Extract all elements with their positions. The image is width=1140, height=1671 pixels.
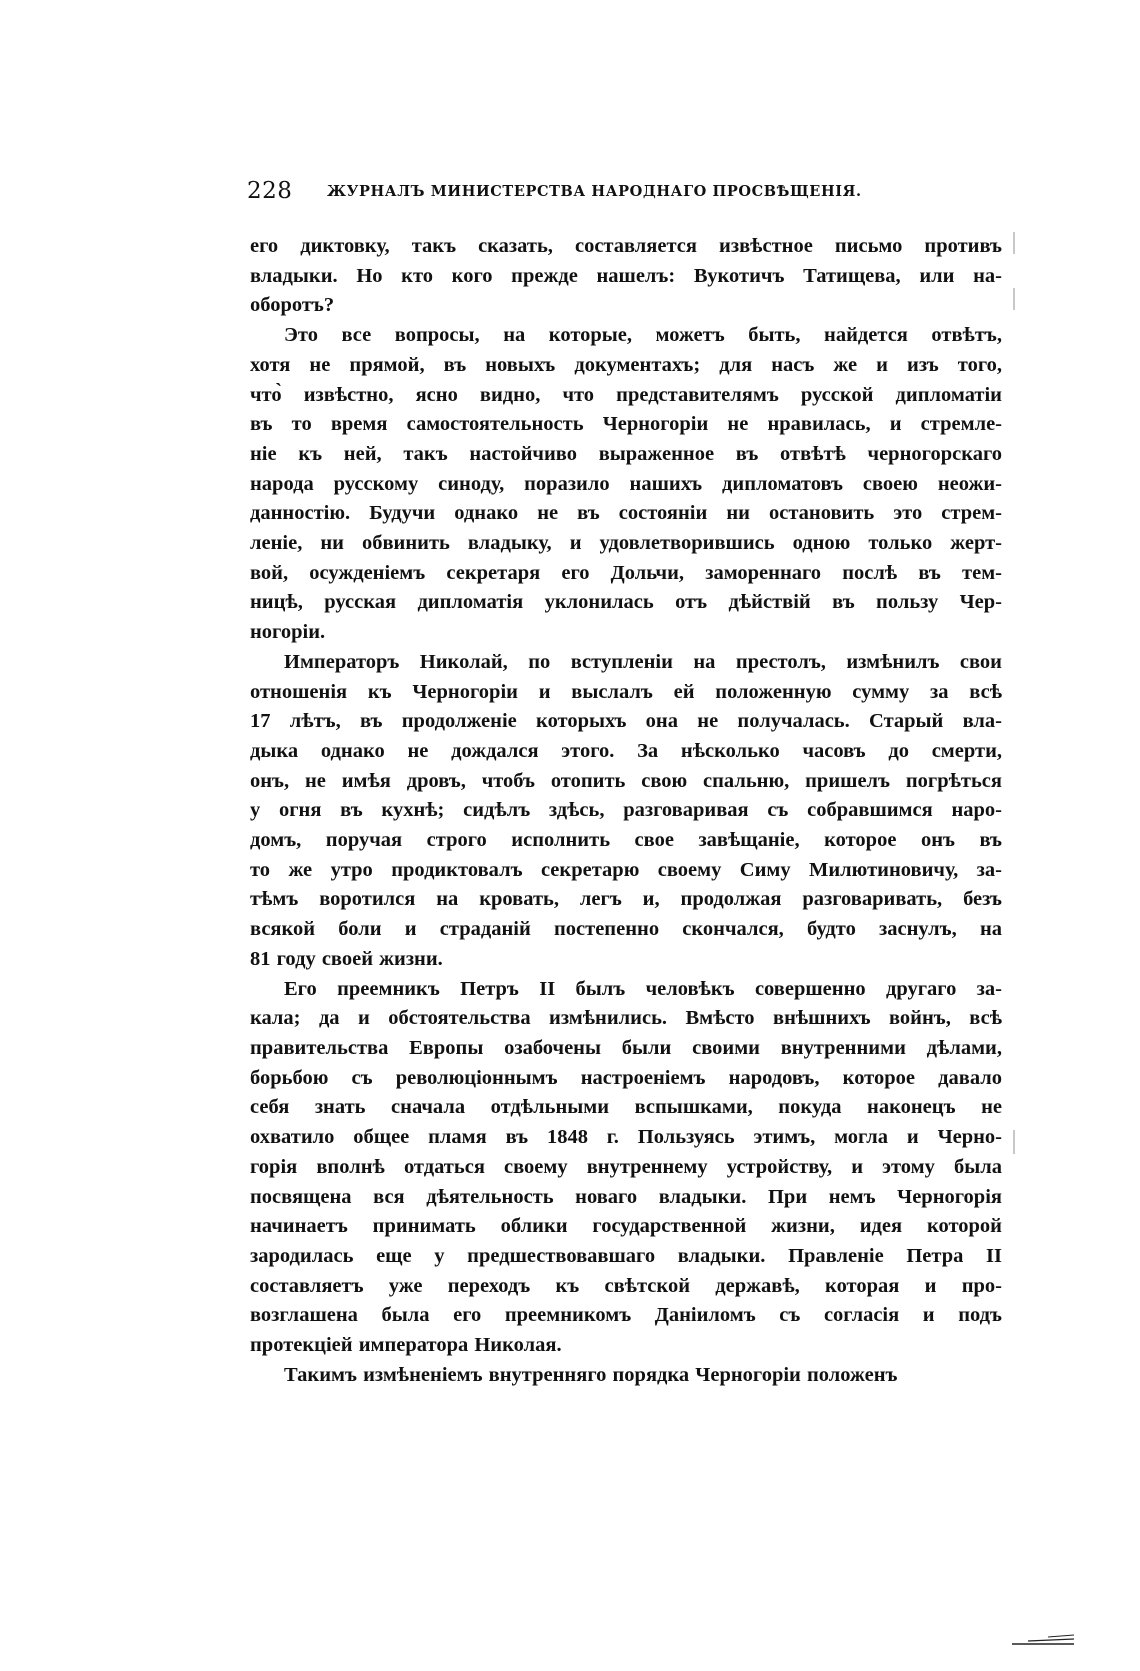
text-line: ногоріи. xyxy=(250,621,326,644)
text-line: дыка однако не дождался этого. За нѣсколько часовъ до смерти, xyxy=(250,739,1002,762)
scan-margin-mark xyxy=(1013,232,1015,254)
scan-margin-mark xyxy=(1013,288,1015,310)
text-line: хотя не прямой, въ новыхъ документахъ; для насъ же и изъ того, xyxy=(250,353,1002,376)
text-line: 17 лѣтъ, въ продолженіе которыхъ она не получалась. Старый вла- xyxy=(250,710,1002,733)
text-line: возглашена была его преемникомъ Даніиломъ съ согласія и подъ xyxy=(250,1304,1002,1327)
text-line: протекціей императора Николая. xyxy=(250,1334,562,1357)
text-line: отношенія къ Черногоріи и выслалъ ей положенную сумму за всѣ xyxy=(250,680,1002,703)
text-line: онъ, не имѣя дровъ, чтобъ отопить свою спальню, пришелъ погрѣться xyxy=(250,769,1002,792)
text-line: Это все вопросы, на которые, можетъ быть, найдется отвѣтъ, xyxy=(284,324,1002,347)
paragraph xyxy=(250,1361,1002,1391)
text-line: начинаетъ принимать облики государственной жизни, идея которой xyxy=(250,1215,1002,1238)
scan-margin-mark xyxy=(1013,1130,1015,1154)
text-line: охватило общее пламя въ 1848 г. Пользуясь этимъ, могла и Черно- xyxy=(250,1126,1002,1149)
text-line: вой, осужденіемъ секретаря его Дольчи, замореннаго послѣ въ тем- xyxy=(250,561,1002,584)
text-line: Такимъ измѣненіемъ внутренняго порядка Черногоріи положенъ xyxy=(284,1363,898,1386)
text-line: тѣмъ воротился на кровать, легъ и, продолжая разговаривать, безъ xyxy=(250,888,1002,911)
text-line: Его преемникъ Петръ II былъ человѣкъ совершенно другаго за- xyxy=(284,977,1002,1000)
text-line: борьбою съ революціоннымъ настроеніемъ народовъ, которое давало xyxy=(250,1066,1002,1089)
page-header xyxy=(247,178,1007,208)
running-title: ЖУРНАЛЪ МИНИСТЕРСТВА НАРОДНАГО ПРОСВѢЩЕНІЯ. xyxy=(327,183,862,200)
text-line: правительства Европы озабочены были своими внутренними дѣлами, xyxy=(250,1036,1002,1059)
text-line: его диктовку, такъ сказать, составляется извѣстное письмо противъ xyxy=(250,235,1002,257)
paragraph xyxy=(250,321,1002,648)
text-line: владыки. Но кто кого прежде нашелъ: Вукотичъ Татищева, или на- xyxy=(250,264,1002,287)
text-line: кала; да и обстоятельства измѣнились. Вмѣсто внѣшнихъ войнъ, всѣ xyxy=(250,1007,1002,1030)
paragraph xyxy=(250,648,1002,975)
text-line: оборотъ? xyxy=(250,294,335,317)
text-line: Императоръ Николай, по вступленіи на престолъ, измѣнилъ свои xyxy=(284,650,1002,673)
text-line: что̀ извѣстно, ясно видно, что представителямъ русской дипломатіи xyxy=(250,383,1002,406)
text-line: ницѣ, русская дипломатія уклонилась отъ дѣйствій въ пользу Чер- xyxy=(250,591,1002,614)
text-line: себя знать сначала отдѣльными вспышками, покуда наконецъ не xyxy=(250,1096,1002,1119)
paragraph xyxy=(250,975,1002,1361)
text-line: посвящена вся дѣятельность новаго владыки. При немъ Черногорія xyxy=(250,1185,1002,1208)
body-text xyxy=(250,232,1002,1390)
text-line: 81 году своей жизни. xyxy=(250,947,443,970)
text-line: то же утро продиктовалъ секретарю своему Симу Милютиновичу, за- xyxy=(250,858,1002,881)
text-line: зародилась еще у предшествовавшаго владыки. Правленіе Петра II xyxy=(250,1244,1002,1267)
text-line: всякой боли и страданій постепенно скончался, будто заснулъ, на xyxy=(250,918,1002,941)
text-line: у огня въ кухнѣ; сидѣлъ здѣсь, разговаривая съ собравшимся наро- xyxy=(250,799,1002,822)
text-line: составляетъ уже переходъ къ свѣтской державѣ, которая и про- xyxy=(250,1274,1002,1297)
scan-corner-mark xyxy=(1010,1633,1076,1647)
text-line: данностію. Будучи однако не въ состояніи ни остановить это стрем- xyxy=(250,502,1002,525)
text-line: домъ, поручая строго исполнить свое завѣщаніе, которое онъ въ xyxy=(250,829,1002,852)
text-line: горія вполнѣ отдаться своему внутреннему устройству, и этому была xyxy=(250,1155,1002,1178)
page-number: 228 xyxy=(247,178,293,204)
text-line: леніе, ни обвинить владыку, и удовлетворившись одною только жерт- xyxy=(250,532,1002,555)
text-line: ніе къ ней, такъ настойчиво выраженное въ отвѣтѣ черногорскаго xyxy=(250,442,1002,465)
text-line: въ то время самостоятельность Черногоріи не нравилась, и стремле- xyxy=(250,413,1002,436)
paragraph xyxy=(250,232,1002,321)
text-line: народа русскому синоду, поразило нашихъ дипломатовъ своею неожи- xyxy=(250,472,1002,495)
